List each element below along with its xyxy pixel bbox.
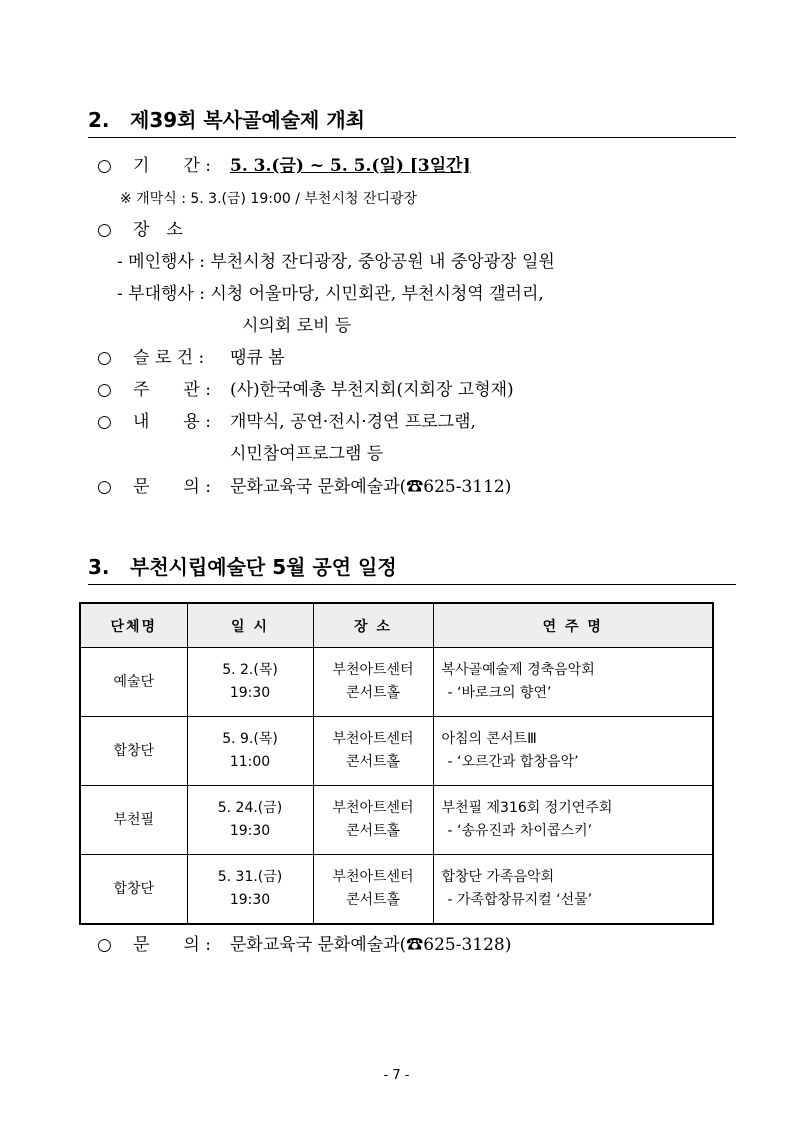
host-value: (사)한국예총 부천지회(지회장 고형재) [230, 380, 514, 400]
sub-event-line: - 부대행사 : 시청 어울마당, 시민회관, 부천시청역 갤러리, [117, 284, 544, 304]
venue-hall-text: 콘서트홀 [345, 685, 401, 701]
header-datetime: 일 시 [187, 603, 313, 648]
section-2-number: 2. [88, 108, 110, 132]
circle-bullet: ○ [97, 477, 112, 497]
section-3-title: 부천시립예술단 5월 공연 일정 [130, 555, 397, 579]
program-title: 복사골예술제 경축음악회 [441, 662, 595, 678]
main-event-line: - 메인행사 : 부천시청 잔디광장, 중앙공원 내 중앙광장 일원 [117, 252, 555, 272]
group-cell: 예술단 [80, 648, 187, 717]
circle-bullet: ○ [97, 380, 112, 400]
venue-text: 부천아트센터 [332, 731, 414, 747]
header-program: 연 주 명 [433, 603, 713, 648]
program-subtitle: - ‘송유진과 차이콥스키’ [447, 823, 593, 839]
table-row [80, 648, 713, 717]
table-row [80, 717, 713, 786]
venue-cell [313, 786, 433, 855]
datetime-cell [187, 855, 313, 925]
host-line [97, 380, 514, 400]
section-3-heading [88, 551, 736, 585]
datetime-cell [187, 717, 313, 786]
period-line [97, 156, 471, 176]
opening-note: ※ 개막식 : 5. 3.(금) 19:00 / 부천시청 잔디광장 [120, 191, 418, 207]
table-row [80, 786, 713, 855]
table-header-row [80, 603, 713, 648]
venue-text: 부천아트센터 [332, 800, 414, 816]
header-venue: 장 소 [313, 603, 433, 648]
inquiry-value: 문화교육국 문화예술과(☎625-3112) [230, 477, 512, 497]
venue-line [97, 220, 183, 240]
group-cell: 부천필 [80, 786, 187, 855]
program-cell [433, 786, 713, 855]
program-cell [433, 855, 713, 925]
datetime-cell [187, 786, 313, 855]
section-3-number: 3. [88, 555, 110, 579]
venue-hall-text: 콘서트홀 [345, 892, 401, 908]
date-text: 5. 24.(금) [217, 800, 283, 816]
inquiry-value: 문화교육국 문화예술과(☎625-3128) [230, 935, 512, 955]
sub-event-cont-line: 시의회 로비 등 [242, 316, 352, 336]
inquiry-label: 문 의 : [133, 935, 211, 955]
inquiry-line-3 [97, 935, 511, 955]
header-group: 단체명 [80, 603, 187, 648]
program-title: 부천필 제316회 정기연주회 [441, 800, 613, 816]
venue-cell [313, 717, 433, 786]
program-title: 아침의 콘서트Ⅲ [441, 731, 537, 747]
circle-bullet: ○ [97, 220, 112, 240]
venue-cell [313, 648, 433, 717]
program-subtitle: - 가족합창뮤지컬 ‘선물’ [447, 892, 593, 908]
time-text: 11:00 [229, 754, 271, 770]
program-cell [433, 648, 713, 717]
circle-bullet: ○ [97, 412, 112, 432]
period-label: 기 간 : [133, 156, 211, 176]
content-value: 개막식, 공연·전시·경연 프로그램, [230, 412, 476, 432]
period-value: 5. 3.(금) ~ 5. 5.(일) [3일간] [230, 156, 471, 176]
content-line [97, 412, 476, 432]
time-text: 19:30 [229, 892, 271, 908]
circle-bullet: ○ [97, 156, 112, 176]
date-text: 5. 31.(금) [217, 869, 283, 885]
datetime-cell [187, 648, 313, 717]
inquiry-label: 문 의 : [133, 477, 211, 497]
time-text: 19:30 [229, 823, 271, 839]
table-row [80, 855, 713, 925]
section-2-title: 제39회 복사골예술제 개최 [130, 108, 365, 132]
slogan-value: 땡큐 봄 [230, 348, 285, 368]
venue-cell [313, 855, 433, 925]
slogan-line [97, 348, 285, 368]
venue-hall-text: 콘서트홀 [345, 754, 401, 770]
venue-label: 장 소 [133, 220, 183, 240]
group-cell: 합창단 [80, 717, 187, 786]
program-subtitle: - ‘바로크의 향연’ [447, 685, 552, 701]
time-text: 19:30 [229, 685, 271, 701]
group-cell: 합창단 [80, 855, 187, 925]
circle-bullet: ○ [97, 348, 112, 368]
program-cell [433, 717, 713, 786]
circle-bullet: ○ [97, 935, 112, 955]
content-label: 내 용 : [133, 412, 211, 432]
venue-text: 부천아트센터 [332, 869, 414, 885]
schedule-table [79, 602, 714, 925]
inquiry-line-2 [97, 477, 511, 497]
program-subtitle: - ‘오르간과 합창음악’ [447, 754, 579, 770]
slogan-label: 슬 로 건 : [133, 348, 205, 368]
date-text: 5. 2.(목) [222, 662, 278, 678]
host-label: 주 관 : [133, 380, 211, 400]
section-2-heading [88, 104, 736, 138]
venue-text: 부천아트센터 [332, 662, 414, 678]
content-cont-line: 시민참여프로그램 등 [230, 444, 384, 464]
program-title: 합창단 가족음악회 [441, 869, 555, 885]
page-number: - 7 - [383, 1068, 410, 1083]
venue-hall-text: 콘서트홀 [345, 823, 401, 839]
date-text: 5. 9.(목) [222, 731, 278, 747]
